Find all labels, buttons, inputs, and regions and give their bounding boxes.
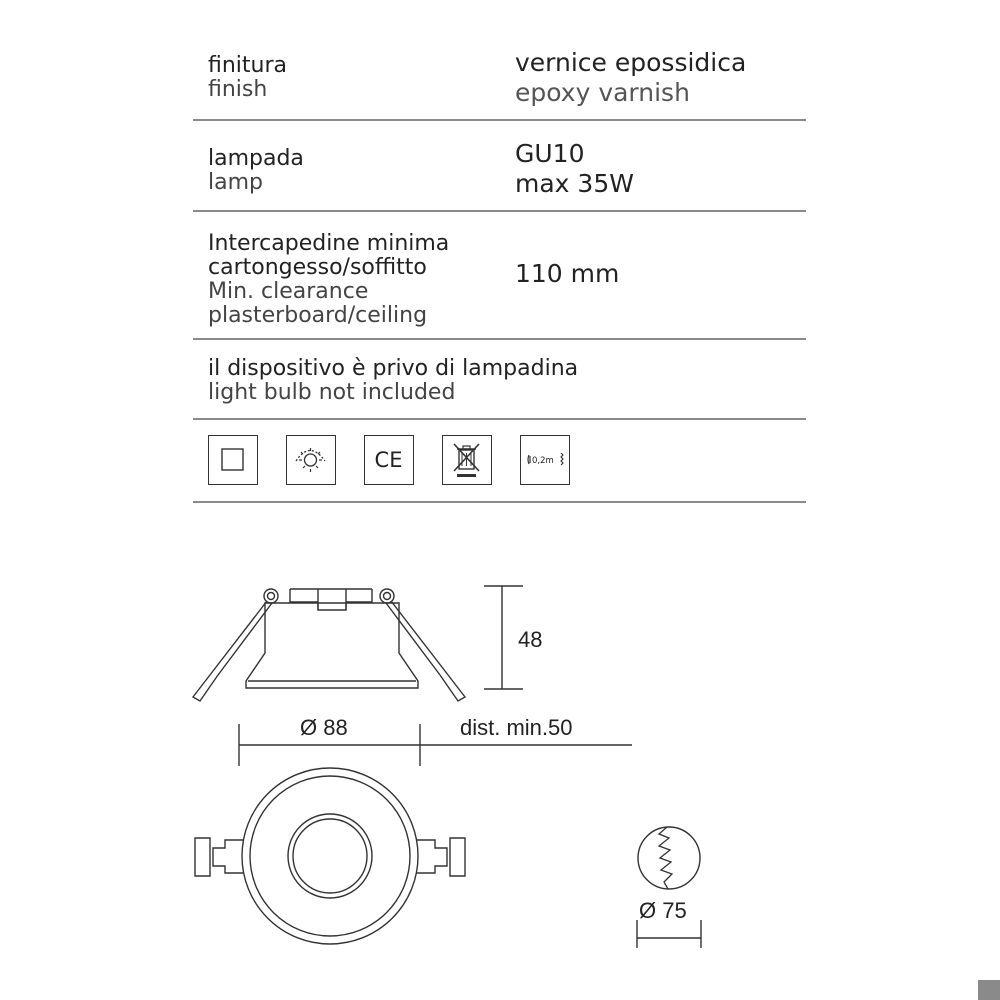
finish-label-en: finish bbox=[208, 77, 268, 102]
finish-value-en: epoxy varnish bbox=[515, 78, 690, 107]
lamp-wattage: max 35W bbox=[515, 169, 634, 198]
cutout-symbol bbox=[637, 827, 701, 948]
lamp-type: GU10 bbox=[515, 139, 585, 168]
side-view bbox=[193, 589, 465, 701]
height-label: 48 bbox=[518, 627, 543, 652]
lamp-label-en: lamp bbox=[208, 170, 263, 195]
ce-mark-text: CE bbox=[374, 448, 403, 472]
diameter-label: Ø 88 bbox=[300, 715, 348, 740]
top-view bbox=[195, 768, 465, 944]
note-en: light bulb not included bbox=[208, 380, 456, 405]
corner-marker bbox=[978, 980, 1000, 1000]
distance-label: dist. min.50 bbox=[460, 715, 573, 740]
diameter-dimension bbox=[239, 724, 632, 766]
lamp-label-it: lampada bbox=[208, 146, 304, 171]
clearance-label-it-2: cartongesso/soffitto bbox=[208, 255, 427, 280]
note-it: il dispositivo è privo di lampadina bbox=[208, 356, 579, 381]
clearance-label-en-1: Min. clearance bbox=[208, 279, 369, 304]
clearance-label-en-2: plasterboard/ceiling bbox=[208, 303, 428, 328]
distance-icon-text: 0,2m bbox=[532, 456, 554, 466]
clearance-value: 110 mm bbox=[515, 259, 620, 288]
cutout-label: Ø 75 bbox=[639, 898, 687, 923]
clearance-label-it-1: Intercapedine minima bbox=[208, 231, 450, 256]
finish-value-it: vernice epossidica bbox=[515, 48, 747, 77]
finish-label-it: finitura bbox=[208, 53, 288, 78]
